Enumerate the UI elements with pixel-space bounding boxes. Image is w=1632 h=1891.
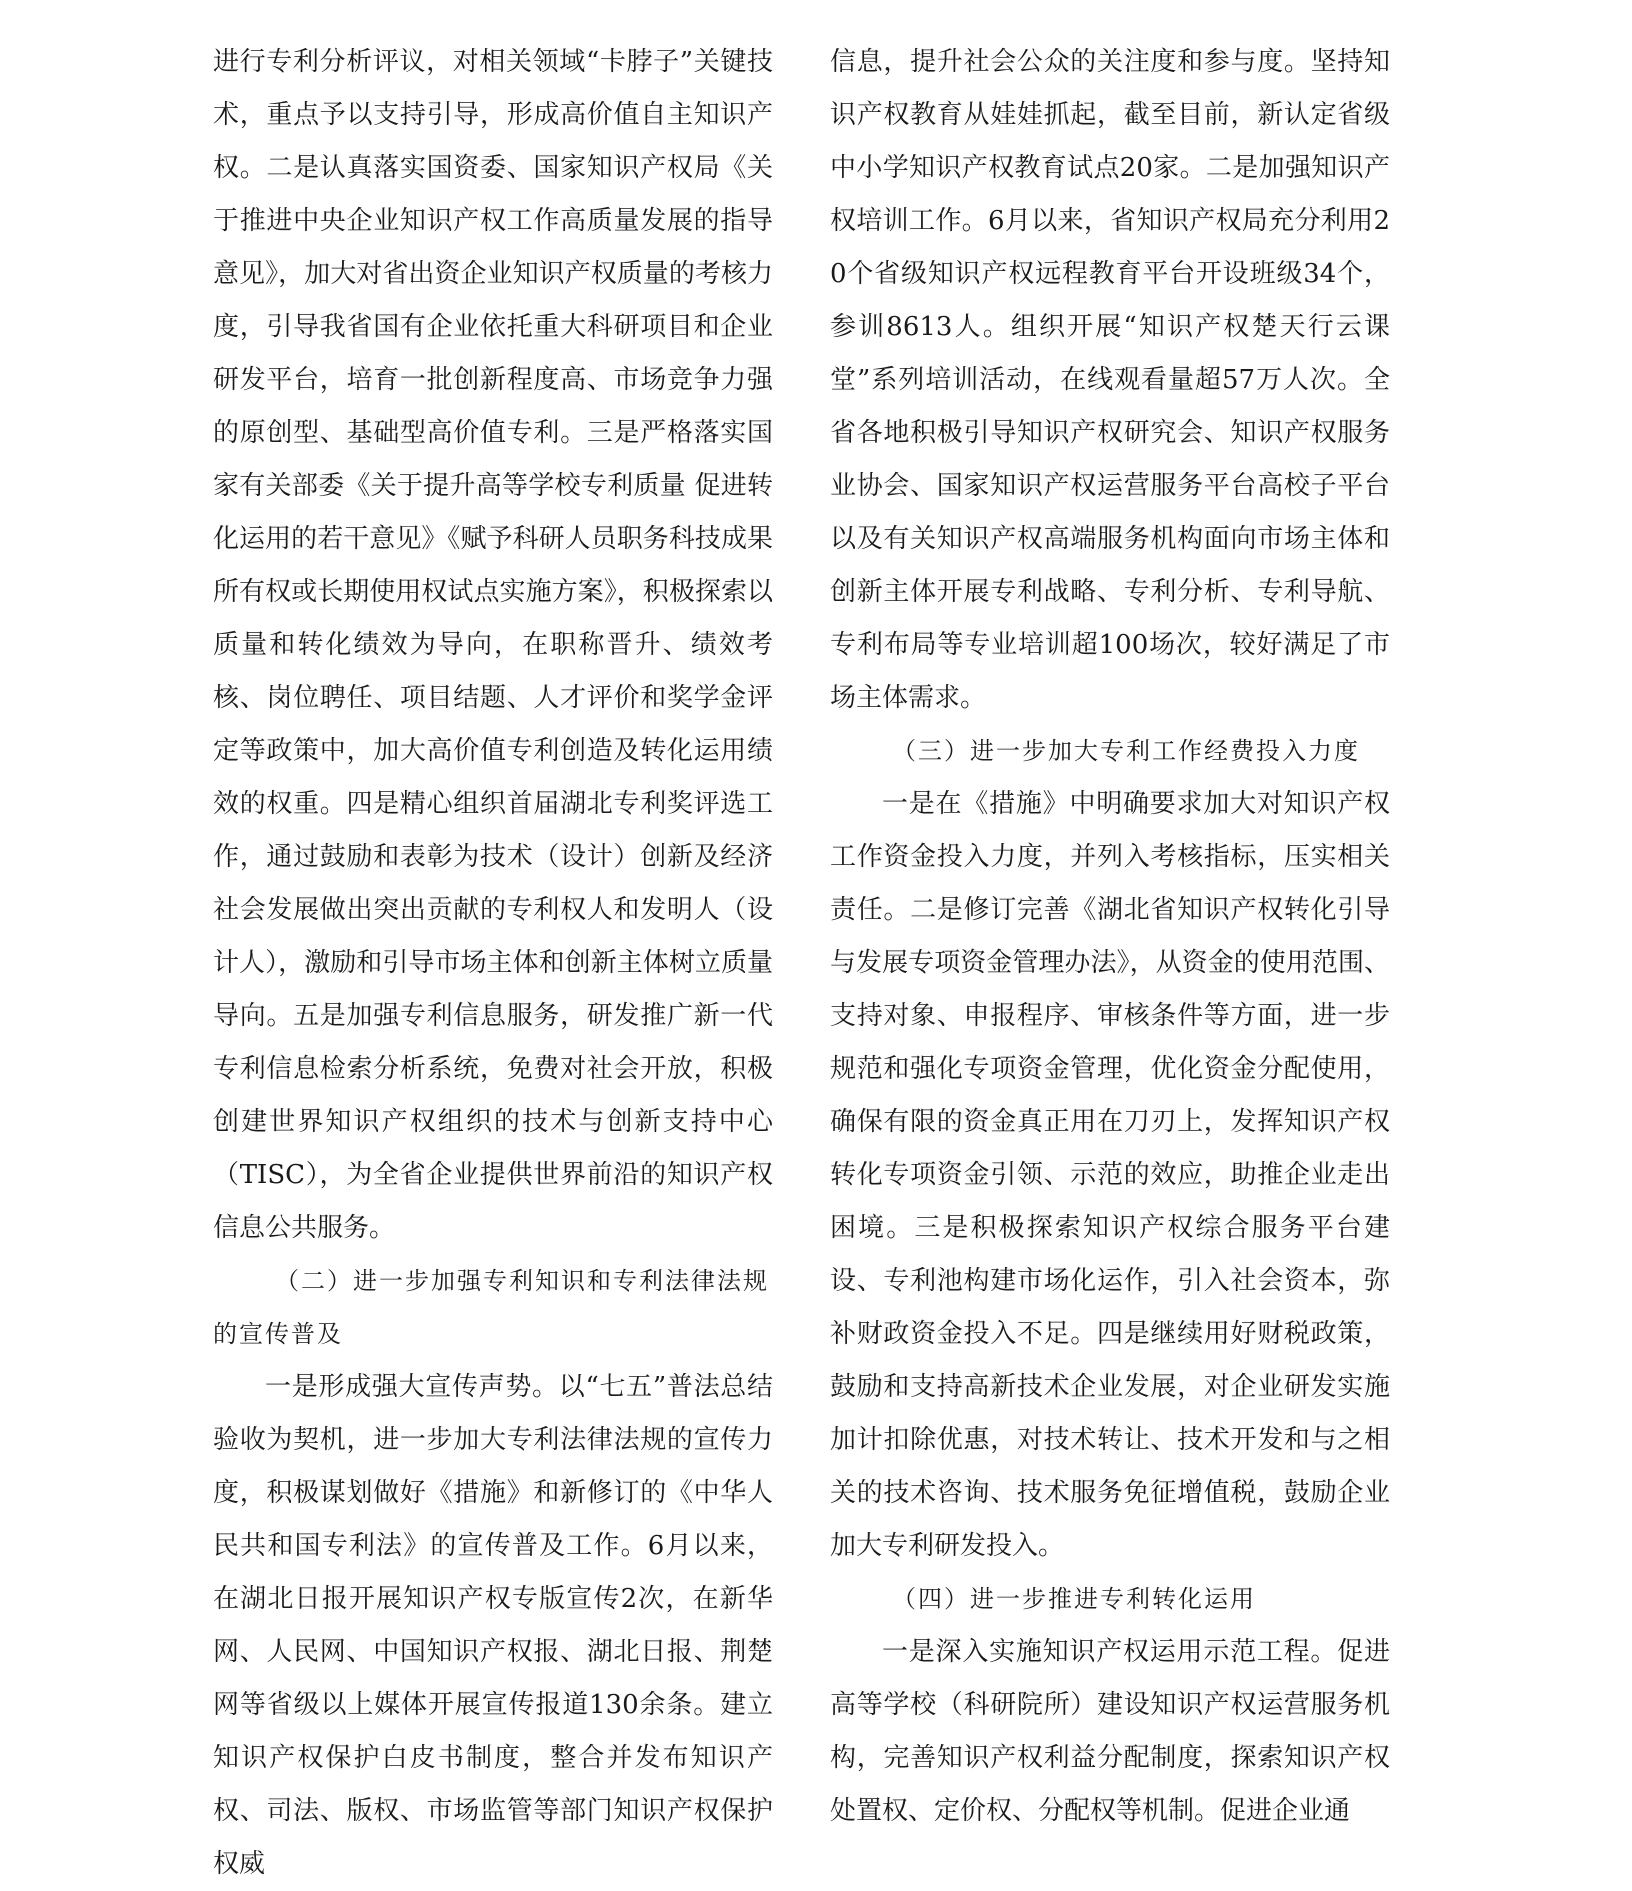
right-column <box>830 36 1390 1838</box>
left-column <box>213 36 773 1891</box>
paragraph-left-2: 一是形成强大宣传声势。以“七五”普法总结验收为契机，进一步加大专利法律法规的宣传力度，积极谋划做好《措施》和新修订的《中华人民共和国专利法》的宣传普及工作。6月以来，在湖北日报开展知识产权专版宣传2次，在新华网、人民网、中国知识产权报、湖北日报、荆楚网等省级以上媒体开展宣传报道130余条。建立知识产权保护白皮书制度，整合并发布知识产权、司法、版权、市场监管等部门知识产权保护权威 <box>213 1372 773 1879</box>
section-heading-2: （二）进一步加强专利知识和专利法律法规的宣传普及 <box>213 1267 769 1348</box>
paragraph-right-1: 信息，提升社会公众的关注度和参与度。坚持知识产权教育从娃娃抓起，截至目前，新认定省级中小学知识产权教育试点20家。二是加强知识产权培训工作。6月以来，省知识产权局充分利用20个省级知识产权远程教育平台开设班级34个，参训8613人。组织开展“知识产权楚天行云课堂”系列培训活动，在线观看量超57万人次。全省各地积极引导知识产权研究会、知识产权服务业协会、国家知识产权运营服务平台高校子平台以及有关知识产权高端服务机构面向市场主体和创新主体开展专利战略、专利分析、专利导航、专利布局等专业培训超100场次，较好满足了市场主体需求。 <box>830 47 1390 713</box>
paragraph-right-3: 一是深入实施知识产权运用示范工程。促进高等学校（科研院所）建设知识产权运营服务机构，完善知识产权利益分配制度，探索知识产权处置权、定价权、分配权等机制。促进企业通 <box>830 1637 1390 1826</box>
section-heading-3: （三）进一步加大专利工作经费投入力度 <box>892 737 1360 765</box>
paragraph-right-2: 一是在《措施》中明确要求加大对知识产权工作资金投入力度，并列入考核指标，压实相关责任。二是修订完善《湖北省知识产权转化引导与发展专项资金管理办法》，从资金的使用范围、支持对象、申报程序、审核条件等方面，进一步规范和强化专项资金管理，优化资金分配使用，确保有限的资金真正用在刀刃上，发挥知识产权转化专项资金引领、示范的效应，助推企业走出困境。三是积极探索知识产权综合服务平台建设、专利池构建市场化运作，引入社会资本，弥补财政资金投入不足。四是继续用好财税政策，鼓励和支持高新技术企业发展，对企业研发实施加计扣除优惠，对技术转让、技术开发和与之相关的技术咨询、技术服务免征增值税，鼓励企业加大专利研发投入。 <box>830 789 1390 1561</box>
section-heading-4: （四）进一步推进专利转化运用 <box>892 1585 1256 1613</box>
paragraph-left-1: 进行专利分析评议，对相关领域“卡脖子”关键技术，重点予以支持引导，形成高价值自主知识产权。二是认真落实国资委、国家知识产权局《关于推进中央企业知识产权工作高质量发展的指导意见》，加大对省出资企业知识产权质量的考核力度，引导我省国有企业依托重大科研项目和企业研发平台，培育一批创新程度高、市场竞争力强的原创型、基础型高价值专利。三是严格落实国家有关部委《关于提升高等学校专利质量 促进转化运用的若干意见》《赋予科研人员职务科技成果所有权或长期使用权试点实施方案》，积极探索以质量和转化绩效为导向，在职称晋升、绩效考核、岗位聘任、项目结题、人才评价和奖学金评定等政策中，加大高价值专利创造及转化运用绩效的权重。四是精心组织首届湖北专利奖评选工作，通过鼓励和表彰为技术（设计）创新及经济社会发展做出突出贡献的专利权人和发明人（设计人），激励和引导市场主体和创新主体树立质量导向。五是加强专利信息服务，研发推广新一代专利信息检索分析系统，免费对社会开放，积极创建世界知识产权组织的技术与创新支持中心（TISC），为全省企业提供世界前沿的知识产权信息公共服务。 <box>213 47 773 1243</box>
